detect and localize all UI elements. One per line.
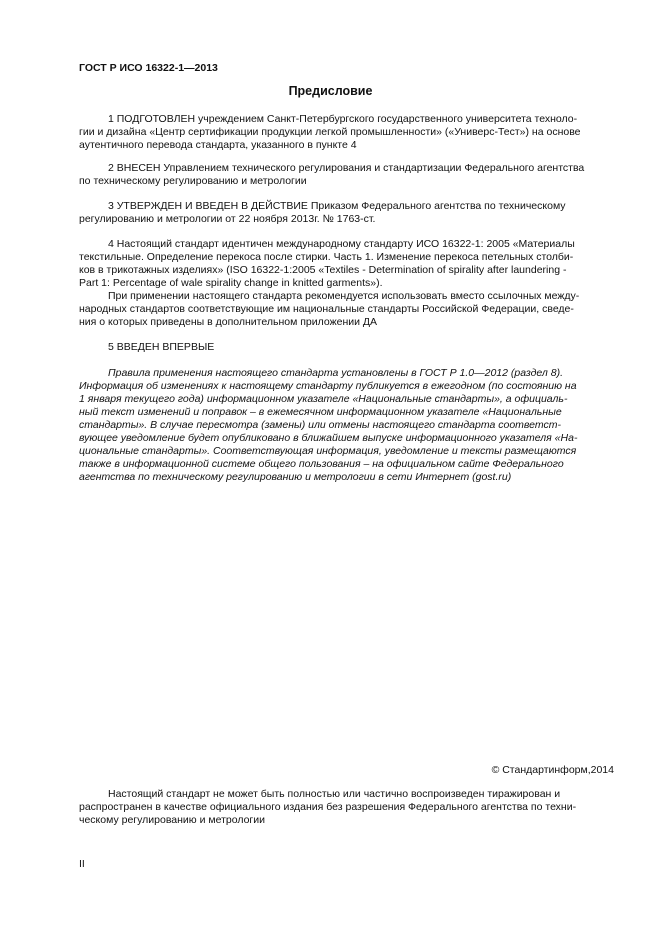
text-line: народных стандартов соответствующие им национальные стандарты Российской Федерации, сведе- bbox=[79, 303, 574, 315]
text-line: Информация об изменениях к настоящему стандарту публикуется в ежегодном (по состоянию на bbox=[79, 380, 577, 392]
paragraph-application-rules bbox=[79, 367, 614, 484]
text-line: также в информационной системе общего пользования – на официальном сайте Федерального bbox=[79, 458, 564, 470]
paragraph-submitted bbox=[79, 162, 614, 188]
document-code: ГОСТ Р ИСО 16322-1—2013 bbox=[79, 62, 218, 74]
text-line: 1 ПОДГОТОВЛЕН учреждением Санкт-Петербургского государственного университета техноло- bbox=[108, 113, 578, 125]
text-line: 1 января текущего года) информационном указателе «Национальные стандарты», а официаль- bbox=[79, 393, 568, 405]
text-line: гии и дизайна «Центр сертификации продукции легкой промышленности» («Универс-Тест») на основе bbox=[79, 126, 581, 138]
text-line: 2 ВНЕСЕН Управлением технического регулирования и стандартизации Федерального агентства bbox=[108, 162, 585, 174]
text-line: ческому регулированию и метрологии bbox=[79, 814, 265, 826]
text-line: агентства по техническому регулированию и метрологии в сети Интернет (gost.ru) bbox=[79, 471, 512, 483]
paragraph-prepared bbox=[79, 113, 614, 152]
text-line: аутентичного перевода стандарта, указанного в пункте 4 bbox=[79, 139, 357, 151]
text-line: Настоящий стандарт не может быть полностью или частично воспроизведен тиражирован и bbox=[108, 788, 561, 800]
text-line: ков в трикотажных изделиях» (ISO 16322-1:2005 «Textiles - Determination of spirality after laundering - bbox=[79, 264, 567, 276]
text-line: ный текст изменений и поправок – в ежемесячном информационном указателе «Национальные bbox=[79, 406, 562, 418]
text-line: 3 УТВЕРЖДЕН И ВВЕДЕН В ДЕЙСТВИЕ Приказом Федерального агентства по техническому bbox=[108, 200, 566, 212]
text-line: стандарты». В случае пересмотра (замены) или отмены настоящего стандарта соответст- bbox=[79, 419, 562, 431]
paragraph-approved bbox=[79, 200, 614, 226]
page-number: II bbox=[79, 858, 85, 870]
text-line: по техническому регулированию и метрологии bbox=[79, 175, 307, 187]
text-line: При применении настоящего стандарта рекомендуется использовать вместо ссылочных между- bbox=[108, 290, 580, 302]
text-line: 5 ВВЕДЕН ВПЕРВЫЕ bbox=[108, 341, 215, 353]
page-title: Предисловие bbox=[288, 84, 373, 98]
paragraph-national-standards bbox=[79, 290, 614, 329]
text-line: вующее уведомление будет опубликовано в ближайшем выпуске информационного указателя «На- bbox=[79, 432, 578, 444]
text-line: Правила применения настоящего стандарта установлены в ГОСТ Р 1.0—2012 (раздел 8). bbox=[108, 367, 563, 379]
text-line: 4 Настоящий стандарт идентичен международному стандарту ИСО 16322-1: 2005 «Материалы bbox=[108, 238, 575, 250]
text-line: текстильные. Определение перекоса после стирки. Часть 1. Изменение перекоса петельных столби- bbox=[79, 251, 574, 263]
paragraph-introduced bbox=[79, 341, 614, 354]
copyright-notice: © Стандартинформ,2014 bbox=[491, 764, 614, 776]
text-line: распространен в качестве официального издания без разрешения Федерального агентства по техни- bbox=[79, 801, 577, 813]
text-line: Part 1: Percentage of wale spirality change in knitted garments»). bbox=[79, 277, 383, 289]
paragraph-identical-standard bbox=[79, 238, 614, 290]
text-line: регулированию и метрологии от 22 ноября 2013г. № 1763-ст. bbox=[79, 213, 376, 225]
reproduction-notice bbox=[79, 788, 614, 827]
text-line: циональные стандарты». Соответствующая информация, уведомление и тексты размещаются bbox=[79, 445, 577, 457]
text-line: ния о которых приведены в дополнительном приложении ДА bbox=[79, 316, 377, 328]
